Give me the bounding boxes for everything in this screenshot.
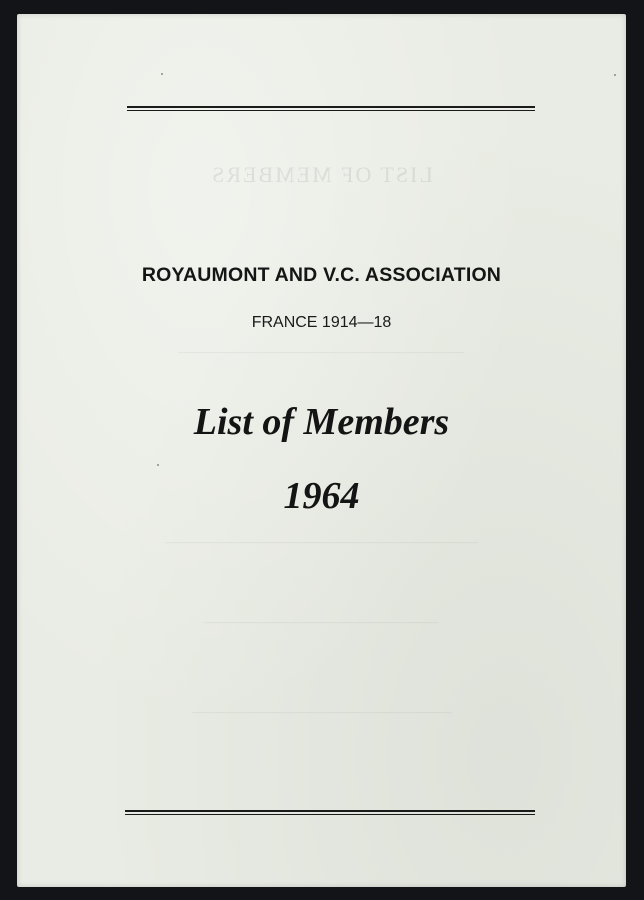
bottom-double-rule bbox=[125, 810, 535, 815]
document-title: List of Members bbox=[193, 401, 450, 443]
show-through-text: ———————————————————————— bbox=[165, 534, 478, 549]
booklet-cover bbox=[17, 14, 626, 887]
show-through-title: LIST OF MEMBERS bbox=[210, 162, 433, 187]
top-double-rule bbox=[127, 106, 535, 111]
show-through-text: —————————————————— bbox=[204, 614, 439, 629]
show-through-text: ———————————————————— bbox=[191, 704, 452, 719]
paper-speck bbox=[161, 73, 163, 75]
show-through-text: —————————————————————— bbox=[178, 344, 465, 359]
paper-speck bbox=[157, 464, 159, 466]
document-year: 1964 bbox=[283, 475, 360, 517]
organization-heading: ROYAUMONT AND V.C. ASSOCIATION bbox=[141, 264, 502, 286]
paper-speck bbox=[614, 74, 616, 76]
period-subheading: FRANCE 1914—18 bbox=[251, 314, 392, 331]
